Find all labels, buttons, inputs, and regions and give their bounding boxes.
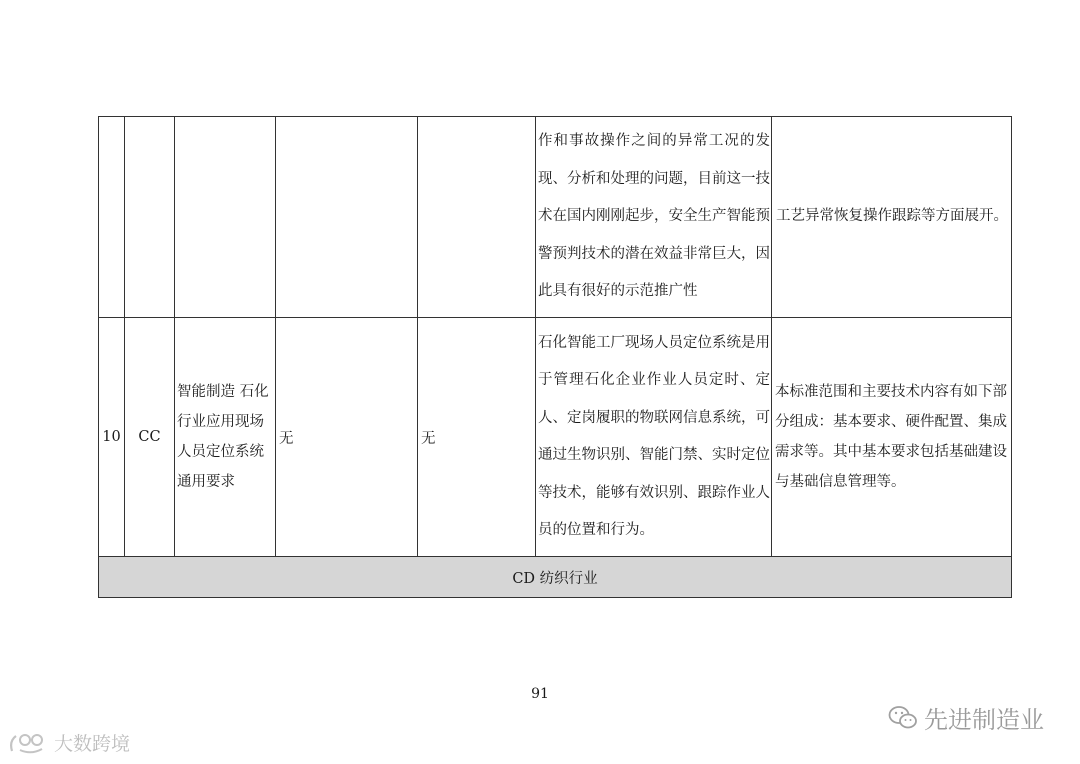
wechat-icon — [888, 705, 918, 731]
description-cell — [536, 318, 772, 557]
number-cell — [99, 117, 125, 318]
scope-text: 工艺异常恢复操作跟踪等方面展开。 — [776, 208, 1008, 225]
watermark-right-text: 先进制造业 — [924, 706, 1044, 734]
watermark-right — [888, 700, 1044, 735]
section-header-row — [99, 557, 1012, 598]
logo-icon — [8, 731, 50, 755]
scope-text: 本标准范围和主要技术内容有如下部分组成：基本要求、硬件配置、集成需求等。其中基本要求包括基础建设与基础信息管理等。 — [775, 384, 1007, 490]
table-row — [99, 318, 1012, 557]
description-text: 作和事故操作之间的异常工况的发现、分析和处理的问题，目前这一技术在国内刚刚起步，安全生产智能预警预判技术的潜在效益非常巨大，因此具有很好的示范推广性 — [538, 133, 770, 300]
watermark-left — [8, 729, 130, 756]
reference-text: 无 — [421, 430, 436, 447]
replaces-cell — [276, 117, 418, 318]
section-header: CD 纺织行业 — [99, 557, 1012, 598]
standards-table — [98, 116, 1012, 598]
watermark-left-text: 大数跨境 — [54, 733, 131, 755]
scope-cell — [772, 318, 1012, 557]
standard-name-cell — [175, 318, 276, 557]
class-code-cell: CC — [125, 318, 175, 557]
replaces-text: 无 — [279, 430, 294, 447]
standard-name-text: 智能制造 石化行业应用现场人员定位系统通用要求 — [177, 384, 269, 490]
description-cell — [536, 117, 772, 318]
table-row — [99, 117, 1012, 318]
reference-cell — [418, 318, 536, 557]
class-code-cell — [125, 117, 175, 318]
reference-cell — [418, 117, 536, 318]
description-text: 石化智能工厂现场人员定位系统是用于管理石化企业作业人员定时、定人、定岗履职的物联网信息系统，可通过生物识别、智能门禁、实时定位等技术，能够有效识别、跟踪作业人员的位置和行为。 — [538, 334, 770, 538]
replaces-cell — [276, 318, 418, 557]
standard-name-cell — [175, 117, 276, 318]
scope-cell — [772, 117, 1012, 318]
number-cell: 10 — [99, 318, 125, 557]
page-number: 91 — [531, 686, 549, 702]
